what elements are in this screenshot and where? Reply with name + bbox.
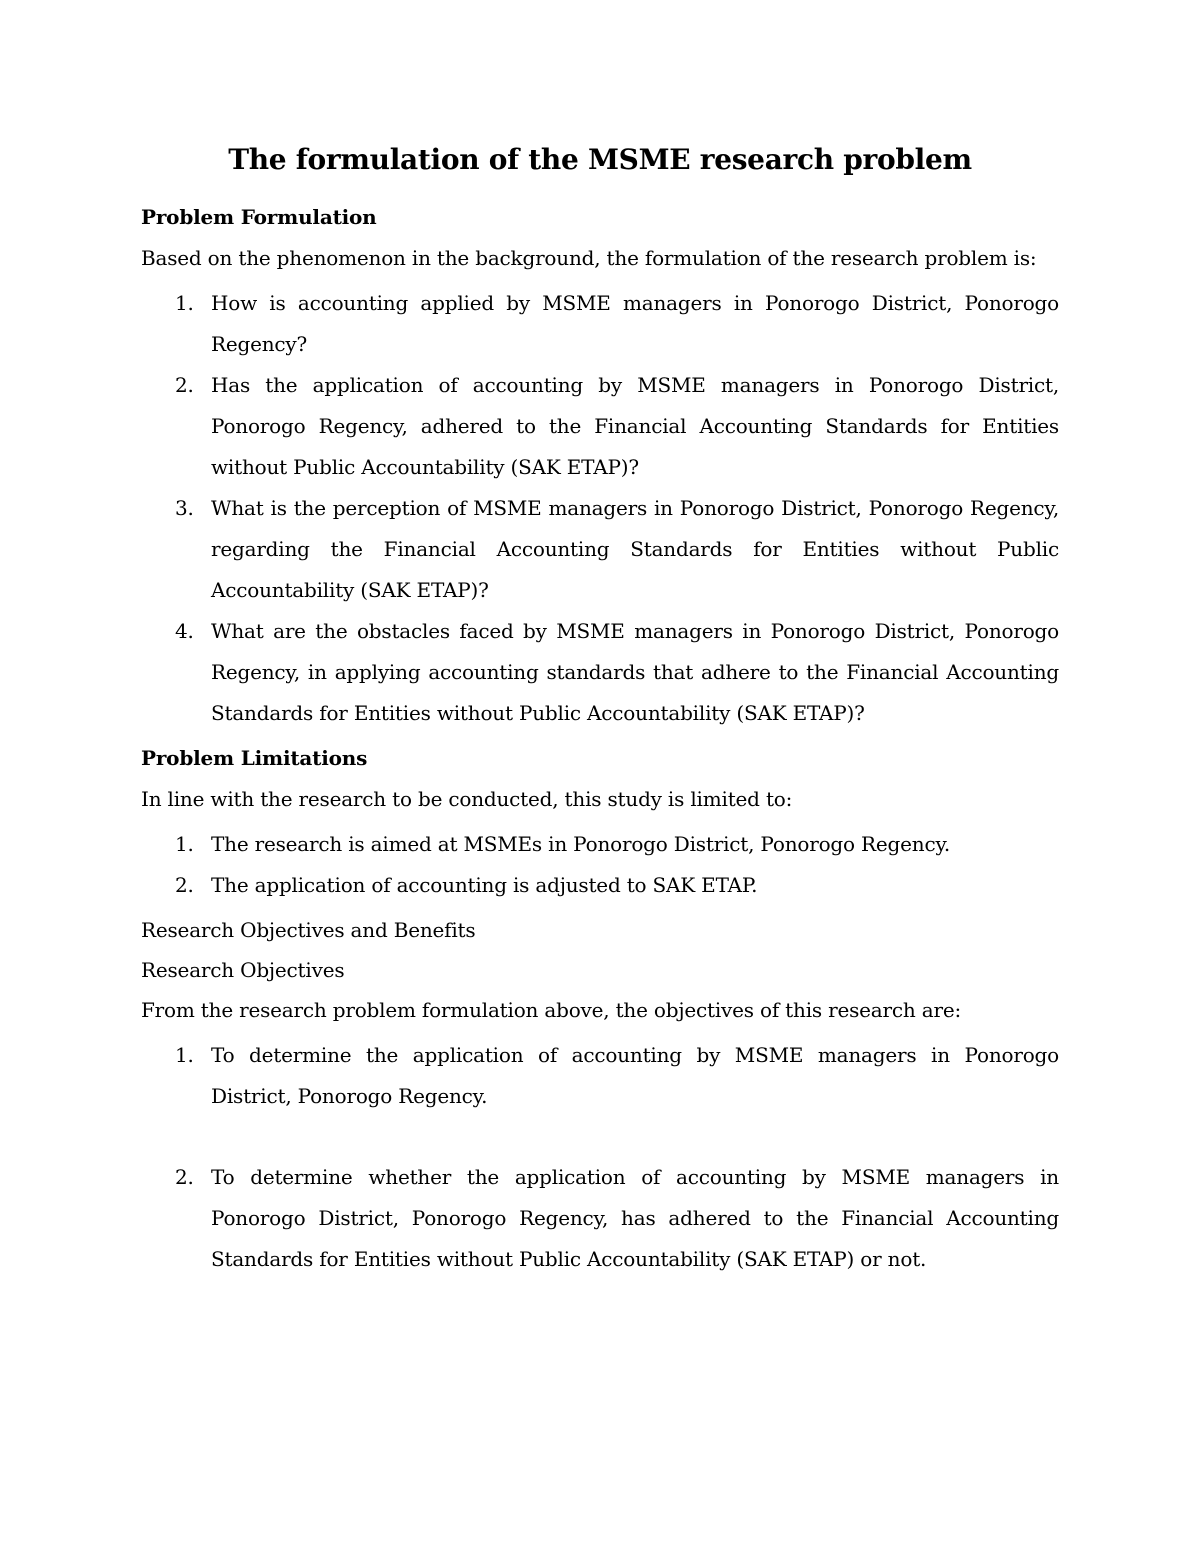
section-intro-problem-formulation: Based on the phenomenon in the background, the formulation of the research problem is: [141,246,1037,270]
page-title: The formulation of the MSME research problem [228,143,972,176]
list-item [141,1157,1059,1280]
list-item-number: 2. [175,373,194,397]
list-item [141,611,1059,734]
subheading-objectives-benefits: Research Objectives and Benefits [141,918,476,942]
subheading-research-objectives: Research Objectives [141,958,345,982]
list-item [141,488,1059,611]
list-item-text: To determine the application of accounting by MSME managers in Ponorogo District, Ponorogo Regency. [211,1043,1059,1108]
problem-formulation-list [141,283,1059,734]
list-item [141,824,1059,865]
list-item-text: Has the application of accounting by MSME managers in Ponorogo District, Ponorogo Regency, adhered to the Financial Accounting Standards for Entities without Public Accountability (SAK ETAP)? [211,373,1059,479]
list-item [141,283,1059,365]
list-item-number: 2. [175,873,194,897]
list-item-text: To determine whether the application of accounting by MSME managers in Ponorogo District, Ponorogo Regency, has adhered to the Financial Accounting Standards for Entities without Public Accountability (SAK ETAP) or not. [211,1165,1059,1271]
list-item-number: 2. [175,1165,194,1189]
list-item-text: The application of accounting is adjusted to SAK ETAP. [211,873,758,897]
list-item-number: 1. [175,832,194,856]
section-intro-problem-limitations: In line with the research to be conducted, this study is limited to: [141,787,793,811]
research-objectives-list [141,1035,1059,1280]
list-item-number: 1. [175,1043,194,1067]
problem-limitations-list [141,824,1059,906]
list-item [141,1035,1059,1117]
list-item-text: What is the perception of MSME managers in Ponorogo District, Ponorogo Regency, regarding the Financial Accounting Standards for Entities without Public Accountability (SAK ETAP)? [211,496,1059,602]
list-item [141,365,1059,488]
list-item-text: What are the obstacles faced by MSME managers in Ponorogo District, Ponorogo Regency, in applying accounting standards that adhere to the Financial Accounting Standards for Entities without Public Accountability (SAK ETAP)? [211,619,1059,725]
list-item-text: How is accounting applied by MSME managers in Ponorogo District, Ponorogo Regency? [211,291,1059,356]
list-item-number: 3. [175,496,194,520]
section-heading-problem-limitations: Problem Limitations [141,746,368,770]
list-item-number: 4. [175,619,194,643]
list-item-text: The research is aimed at MSMEs in Ponorogo District, Ponorogo Regency. [211,832,951,856]
section-heading-problem-formulation: Problem Formulation [141,205,377,229]
blank-line [141,1117,1059,1157]
objectives-intro: From the research problem formulation above, the objectives of this research are: [141,998,961,1022]
document-body [141,138,1059,1289]
list-item [141,865,1059,906]
list-item-number: 1. [175,291,194,315]
